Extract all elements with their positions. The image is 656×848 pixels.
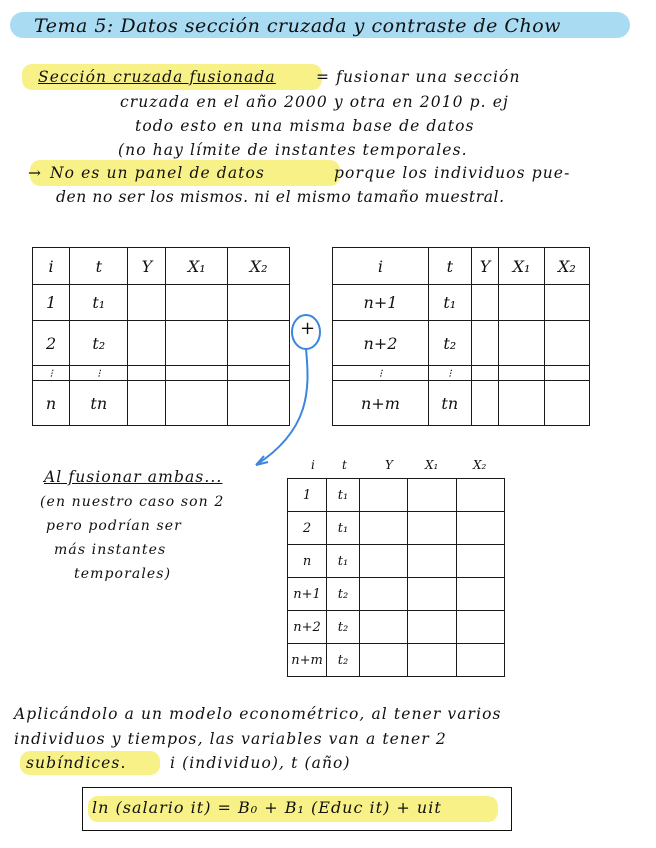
cell	[360, 611, 408, 644]
cell: n	[33, 381, 70, 426]
cell: n+2	[288, 611, 327, 644]
table-row	[333, 321, 590, 366]
definition-term: Sección cruzada fusionada	[38, 68, 276, 86]
definition-line4: (no hay límite de instantes temporales.	[118, 141, 468, 159]
table-row	[288, 644, 505, 677]
table-header-row	[33, 248, 290, 285]
cell: t₁	[327, 479, 360, 512]
cell	[456, 545, 504, 578]
application-line3: i (individuo), t (año)	[170, 754, 351, 772]
definition-line3: todo esto en una misma base de datos	[135, 117, 475, 135]
header-cell: X₁	[499, 248, 544, 285]
cell	[166, 285, 228, 321]
cell	[408, 644, 456, 677]
note-highlighted-text: No es un panel de datos	[50, 164, 265, 182]
cell: t₁	[428, 285, 471, 321]
header-cell: t	[70, 248, 128, 285]
merge-note-line2: (en nuestro caso son 2	[40, 494, 225, 510]
cell	[471, 321, 499, 366]
cell	[166, 366, 228, 381]
cell	[408, 611, 456, 644]
cell: ⁝	[33, 366, 70, 381]
table-header-row	[333, 248, 590, 285]
cell	[408, 512, 456, 545]
page-title: Tema 5: Datos sección cruzada y contraste de Chow	[34, 15, 561, 37]
arrow-icon: →	[28, 164, 43, 182]
table-right	[332, 247, 590, 426]
plus-sign: +	[300, 318, 316, 339]
cell: t₂	[428, 321, 471, 366]
merged-header-cell: X₁	[425, 458, 439, 472]
cell: t₂	[70, 321, 128, 366]
cell: n+1	[333, 285, 429, 321]
cell: t₂	[327, 644, 360, 677]
cell: n	[288, 545, 327, 578]
cell: n+1	[288, 578, 327, 611]
cell: t₁	[327, 512, 360, 545]
cell	[471, 381, 499, 426]
cell: t₁	[70, 285, 128, 321]
header-cell: X₂	[544, 248, 589, 285]
definition-line1: = fusionar una sección	[316, 68, 521, 86]
cell	[166, 381, 228, 426]
header-cell: t	[428, 248, 471, 285]
table-row	[333, 366, 590, 381]
cell	[544, 285, 589, 321]
header-cell: i	[33, 248, 70, 285]
cell	[408, 479, 456, 512]
cell	[544, 381, 589, 426]
merged-header-cell: Y	[385, 458, 393, 472]
table-row	[288, 512, 505, 545]
cell: t₂	[327, 611, 360, 644]
cell	[499, 366, 544, 381]
cell	[408, 545, 456, 578]
cell	[544, 366, 589, 381]
cell	[128, 366, 166, 381]
merged-header-cell: X₂	[473, 458, 487, 472]
merge-note-line5: temporales)	[74, 566, 172, 582]
header-cell: i	[333, 248, 429, 285]
definition-line2: cruzada en el año 2000 y otra en 2010 p. ej	[120, 93, 509, 111]
cell: ⁝	[428, 366, 471, 381]
cell	[544, 321, 589, 366]
cell	[166, 321, 228, 366]
cell	[456, 512, 504, 545]
cell: ⁝	[333, 366, 429, 381]
table-row	[288, 578, 505, 611]
cell: tn	[428, 381, 471, 426]
cell	[360, 545, 408, 578]
cell	[408, 578, 456, 611]
table-row	[333, 381, 590, 426]
cell: 1	[33, 285, 70, 321]
merged-header-cell: t	[342, 458, 347, 472]
cell	[360, 578, 408, 611]
note-line1: porque los individuos pue-	[334, 164, 571, 182]
table-merged	[287, 478, 505, 677]
cell: n+2	[333, 321, 429, 366]
cell: 2	[288, 512, 327, 545]
cell	[360, 644, 408, 677]
cell	[456, 644, 504, 677]
table-row	[333, 285, 590, 321]
cell	[128, 321, 166, 366]
cell: 1	[288, 479, 327, 512]
cell	[456, 578, 504, 611]
application-line2: individuos y tiempos, las variables van a tener 2	[14, 730, 447, 748]
merge-arrow-icon	[240, 300, 340, 480]
header-cell: X₂	[228, 248, 290, 285]
application-line1: Aplicándolo a un modelo econométrico, al tener varios	[14, 705, 502, 723]
merge-note-line3: pero podrían ser	[46, 518, 182, 534]
merge-note-line4: más instantes	[54, 542, 167, 558]
cell: n+m	[333, 381, 429, 426]
cell	[499, 321, 544, 366]
cell: t₂	[327, 578, 360, 611]
cell: ⁝	[70, 366, 128, 381]
cell	[128, 381, 166, 426]
cell	[360, 512, 408, 545]
table-row	[288, 545, 505, 578]
application-line3-highlighted: subíndices.	[26, 754, 127, 772]
cell	[499, 285, 544, 321]
cell: t₁	[327, 545, 360, 578]
cell: n+m	[288, 644, 327, 677]
table-row	[288, 479, 505, 512]
merge-note-line1: Al fusionar ambas...	[44, 468, 223, 486]
cell: tn	[70, 381, 128, 426]
cell	[360, 479, 408, 512]
merged-header-cell: i	[311, 458, 315, 472]
cell	[499, 381, 544, 426]
cell	[471, 285, 499, 321]
cell	[128, 285, 166, 321]
cell: 2	[33, 321, 70, 366]
cell	[471, 366, 499, 381]
cell	[456, 611, 504, 644]
header-cell: Y	[128, 248, 166, 285]
cell	[456, 479, 504, 512]
note-line2: den no ser los mismos. ni el mismo tamaño muestral.	[56, 188, 505, 206]
header-cell: X₁	[166, 248, 228, 285]
header-cell: Y	[471, 248, 499, 285]
table-row	[288, 611, 505, 644]
formula: ln (salario it) = B₀ + B₁ (Educ it) + uit	[92, 798, 442, 817]
